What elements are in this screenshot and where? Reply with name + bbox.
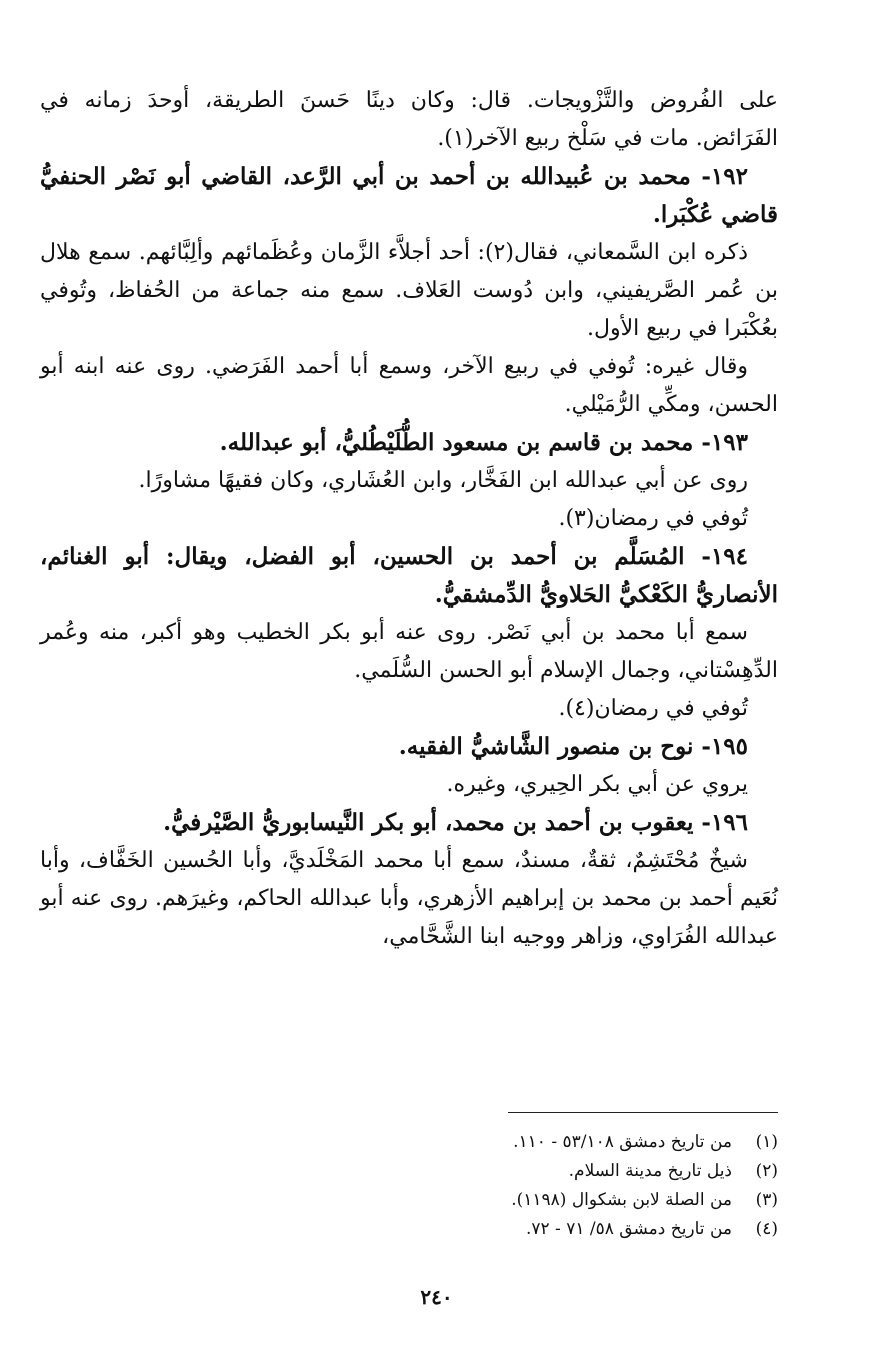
- main-text: [40, 82, 778, 956]
- footnote-number: (٣): [755, 1190, 778, 1210]
- page-number: ٢٤٠: [420, 1285, 453, 1309]
- paragraph: تُوفي في رمضان(٤).: [558, 696, 748, 721]
- footnote-number: (٤): [755, 1219, 778, 1239]
- paragraph: سمع أبا محمد بن أبي نَصْر. روى عنه أبو بكر الخطيب وهو أكبر، منه وعُمر الدِّهِسْتاني، وجمال الإسلام أبو الحسن السُّلَمي.: [40, 620, 778, 683]
- paragraph-continuation: على الفُروض والتَّزْويجات. قال: وكان دينًا حَسنَ الطريقة، أوحدَ زمانه في الفَرَائض. مات في سَلْخ ربيع الآخر(١).: [40, 88, 778, 151]
- footnote-number: (١): [755, 1132, 778, 1152]
- footnote-text: من الصلة لابن بشكوال (١١٩٨).: [511, 1190, 732, 1210]
- paragraph: ذكره ابن السَّمعاني، فقال(٢): أحد أجلاَّء الزَّمان وعُظَمائهم وألِبَّائهم. سمع هلال بن عُمر الصَّريفيني، وابن دُوست العَلاف. سمع منه جماعة من الحُفاظ، وتُوفي بعُكْبَرا في ربيع الأول.: [40, 240, 778, 341]
- entry-heading-192: ١٩٢- محمد بن عُبيدالله بن أحمد بن أبي الرَّعد، القاضي أبو نَصْر الحنفيُّ قاضي عُكْبَرا.: [40, 163, 778, 228]
- footnote: [40, 1157, 778, 1186]
- footnote-divider: [508, 1112, 778, 1113]
- footnote-text: من تاريخ دمشق ٥٣/١٠٨ - ١١٠.: [513, 1132, 732, 1152]
- paragraph: وقال غيره: تُوفي في ربيع الآخر، وسمع أبا أحمد الفَرَضي. روى عنه ابنه أبو الحسن، ومكِّي الرُّمَيْلي.: [40, 354, 778, 417]
- footnote: [40, 1128, 778, 1157]
- paragraph: شيخٌ مُحْتَشِمٌ، ثقةٌ، مسندٌ، سمع أبا محمد المَخْلَديَّ، وأبا الحُسين الخَفَّاف، وأبا نُعَيم أحمد بن محمد بن إبراهيم الأزهري، وأبا عبدالله الحاكم، وغيرَهم. روى عنه أبو عبدالله الفُرَاوي، وزاهر ووجيه ابنا الشَّحَّامي،: [40, 848, 778, 949]
- paragraph: تُوفي في رمضان(٣).: [558, 506, 748, 531]
- footnote-text: ذيل تاريخ مدينة السلام.: [568, 1161, 732, 1181]
- paragraph: روى عن أبي عبدالله ابن الفَخَّار، وابن العُشَاري، وكان فقيهًا مشاورًا.: [138, 468, 748, 493]
- footnotes: [40, 1128, 778, 1244]
- entry-heading-195: ١٩٥- نوح بن منصور الشَّاشيُّ الفقيه.: [398, 733, 748, 760]
- footnote-number: (٢): [755, 1161, 778, 1181]
- footnote-text: من تاريخ دمشق ٥٨/ ٧١ - ٧٢.: [525, 1219, 732, 1239]
- footnote: [40, 1186, 778, 1215]
- paragraph: يروي عن أبي بكر الحِيري، وغيره.: [446, 772, 748, 797]
- entry-heading-193: ١٩٣- محمد بن قاسم بن مسعود الطُّلَيْطُليُّ، أبو عبدالله.: [219, 429, 748, 456]
- entry-heading-196: ١٩٦- يعقوب بن أحمد بن محمد، أبو بكر النَّيسابوريُّ الصَّيْرفيُّ.: [163, 809, 748, 836]
- footnote: [40, 1215, 778, 1244]
- entry-heading-194: ١٩٤- المُسَلَّم بن أحمد بن الحسين، أبو الفضل، ويقال: أبو الغنائم، الأنصاريُّ الكَعْكيُّ الحَلاويُّ الدِّمشقيُّ.: [40, 543, 778, 608]
